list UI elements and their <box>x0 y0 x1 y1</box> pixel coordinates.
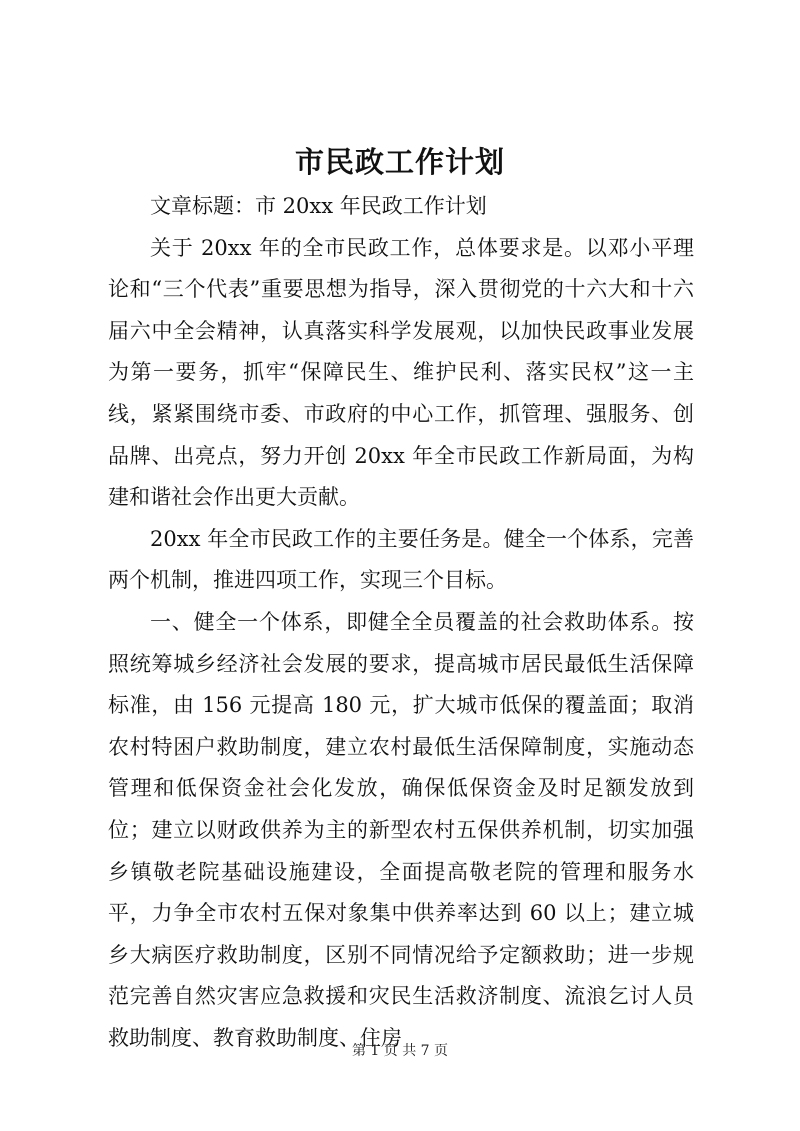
document-body <box>108 186 694 1059</box>
paragraph-article-title: 文章标题：市 20xx 年民政工作计划 <box>150 194 487 218</box>
paragraph-main-tasks: 20xx 年全市民政工作的主要任务是。健全一个体系，完善两个机制，推进四项工作，实现三个目标。 <box>108 526 694 593</box>
paragraph-section-one: 一、健全一个体系，即健全全员覆盖的社会救助体系。按照统筹城乡经济社会发展的要求，提高城市居民最低生活保障标准，由 156 元提高 180 元，扩大城市低保的覆盖面；取消农村特困户救助制度，建立农村最低生活保障制度，实施动态管理和低保资金社会化发放，确保低保资金及时足额发放到位；建立以财政供养为主的新型农村五保供养机制，切实加强乡镇敬老院基础设施建设，全面提高敬老院的管理和服务水平，力争全市农村五保对象集中供养率达到 60 以上；建立城乡大病医疗救助制度，区别不同情况给予定额救助；进一步规范完善自然灾害应急救援和灾民生活救济制度、流浪乞讨人员救助制度、教育救助制度、住房 <box>108 609 694 1050</box>
page-footer: 第 1 页 共 7 页 <box>351 1043 449 1059</box>
document-title: 市民政工作计划 <box>294 145 505 179</box>
paragraph-overall-requirements: 关于 20xx 年的全市民政工作，总体要求是。以邓小平理论和“三个代表”重要思想为指导，深入贯彻党的十六大和十六届六中全会精神，认真落实科学发展观，以加快民政事业发展为第一要务，抓牢“保障民生、维护民利、落实民权”这一主线，紧紧围绕市委、市政府的中心工作，抓管理、强服务、创品牌、出亮点，努力开创 20xx 年全市民政工作新局面，为构建和谐社会作出更大贡献。 <box>108 235 694 510</box>
